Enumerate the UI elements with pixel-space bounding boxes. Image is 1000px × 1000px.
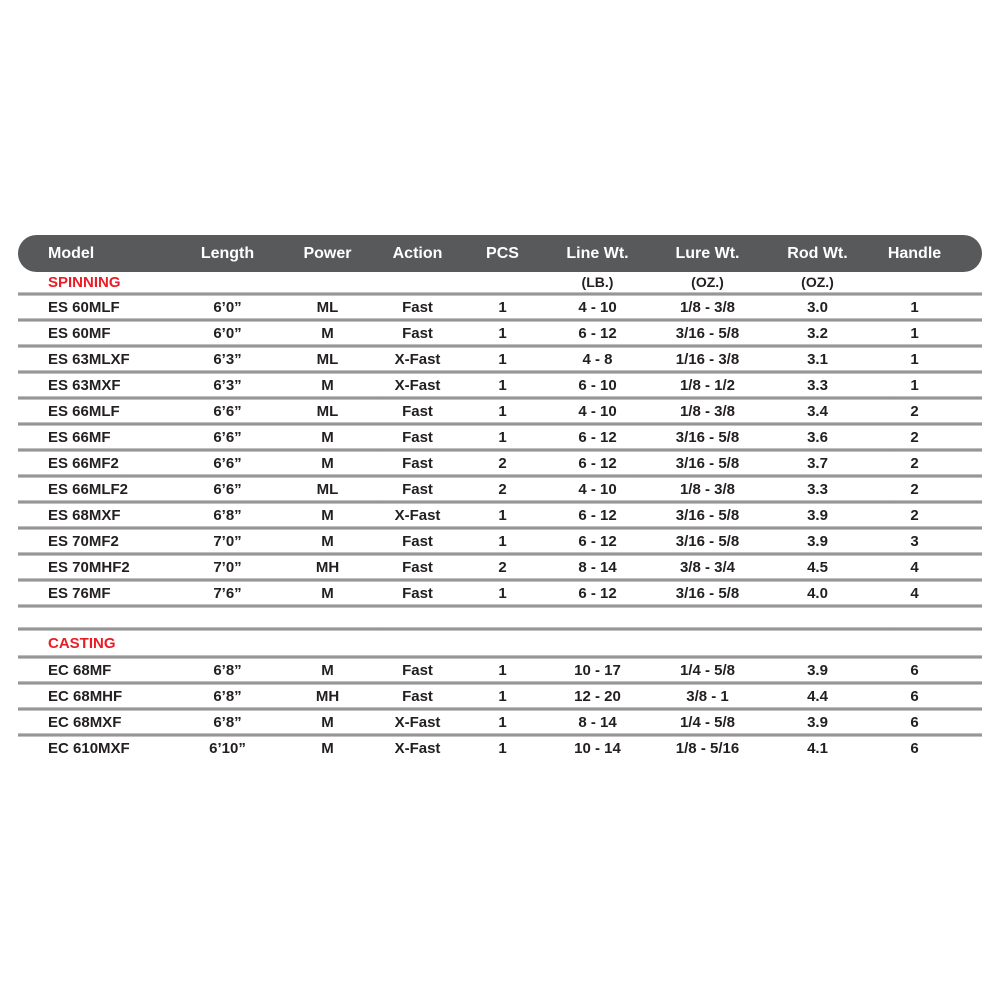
col-header-model: Model [48,244,95,262]
cell-length: 6’0” [213,298,242,316]
cell-line-wt: 6 - 10 [578,376,617,394]
cell-rod-wt: 4.5 [807,558,828,576]
cell-handle: 1 [910,376,919,394]
cell-line-wt: 4 - 10 [578,298,617,316]
cell-action: Fast [402,324,433,342]
cell-lure-wt: 3/16 - 5/8 [675,506,740,524]
cell-model: ES 68MXF [48,506,121,524]
cell-power: M [321,713,334,731]
cell-power: M [321,506,334,524]
cell-model: EC 68MXF [48,713,122,731]
cell-handle: 6 [910,739,919,757]
cell-rod-wt: 3.9 [807,661,828,679]
cell-handle: 6 [910,713,919,731]
unit-rod-wt: (OZ.) [801,274,834,290]
cell-lure-wt: 3/16 - 5/8 [675,532,740,550]
cell-action: X-Fast [394,506,441,524]
cell-lure-wt: 1/16 - 3/8 [675,350,740,368]
cell-handle: 6 [910,687,919,705]
cell-lure-wt: 1/8 - 3/8 [679,298,736,316]
cell-rod-wt: 4.0 [807,584,828,602]
cell-pcs: 1 [498,324,507,342]
cell-pcs: 2 [498,480,507,498]
cell-power: M [321,584,334,602]
unit-lure-wt: (OZ.) [691,274,724,290]
cell-power: M [321,454,334,472]
cell-power: M [321,376,334,394]
cell-model: ES 63MXF [48,376,121,394]
table-row [18,556,982,578]
cell-pcs: 1 [498,661,507,679]
casting-section-row [18,631,982,655]
cell-length: 7’0” [213,558,242,576]
cell-handle: 3 [910,532,919,550]
cell-line-wt: 6 - 12 [578,584,617,602]
cell-lure-wt: 3/16 - 5/8 [675,454,740,472]
cell-handle: 2 [910,506,919,524]
cell-pcs: 1 [498,350,507,368]
cell-length: 6’8” [213,661,242,679]
cell-pcs: 1 [498,506,507,524]
cell-model: ES 66MLF2 [48,480,129,498]
col-header-pcs: PCS [486,244,519,262]
spinning-units-row [18,272,982,292]
cell-lure-wt: 1/4 - 5/8 [679,661,736,679]
cell-line-wt: 6 - 12 [578,324,617,342]
cell-line-wt: 4 - 10 [578,480,617,498]
cell-power: M [321,661,334,679]
cell-pcs: 1 [498,532,507,550]
cell-pcs: 1 [498,298,507,316]
cell-length: 6’6” [213,428,242,446]
cell-length: 6’0” [213,324,242,342]
cell-lure-wt: 1/4 - 5/8 [679,713,736,731]
cell-rod-wt: 4.1 [807,739,828,757]
cell-rod-wt: 3.9 [807,532,828,550]
cell-model: ES 60MF [48,324,111,342]
cell-power: M [321,532,334,550]
unit-line-wt: (LB.) [581,274,614,290]
cell-rod-wt: 3.3 [807,376,828,394]
cell-line-wt: 6 - 12 [578,454,617,472]
cell-power: M [321,324,334,342]
cell-model: ES 66MLF [48,402,120,420]
table-row [18,374,982,396]
table-row [18,711,982,733]
cell-power: M [321,739,334,757]
col-header-lure-wt: Lure Wt. [675,244,740,262]
cell-model: ES 60MLF [48,298,120,316]
cell-rod-wt: 3.9 [807,506,828,524]
cell-line-wt: 8 - 14 [578,558,617,576]
col-header-power: Power [303,244,352,262]
cell-rod-wt: 3.4 [807,402,828,420]
cell-pcs: 2 [498,558,507,576]
cell-line-wt: 4 - 8 [582,350,613,368]
col-header-length: Length [200,244,255,262]
cell-line-wt: 6 - 12 [578,428,617,446]
cell-action: Fast [402,584,433,602]
cell-action: Fast [402,402,433,420]
cell-action: X-Fast [394,739,441,757]
cell-length: 7’6” [213,584,242,602]
cell-lure-wt: 3/16 - 5/8 [675,584,740,602]
cell-power: MH [315,558,340,576]
cell-line-wt: 10 - 17 [574,661,621,679]
cell-action: Fast [402,532,433,550]
col-header-handle: Handle [887,244,942,262]
cell-handle: 2 [910,480,919,498]
cell-length: 6’8” [213,506,242,524]
cell-pcs: 1 [498,584,507,602]
cell-length: 6’6” [213,454,242,472]
cell-length: 7’0” [213,532,242,550]
cell-length: 6’8” [213,713,242,731]
cell-pcs: 2 [498,454,507,472]
cell-line-wt: 4 - 10 [578,402,617,420]
cell-handle: 4 [910,558,919,576]
table-header-bar [18,235,982,272]
cell-lure-wt: 1/8 - 3/8 [679,402,736,420]
cell-action: Fast [402,480,433,498]
table-row [18,685,982,707]
cell-handle: 4 [910,584,919,602]
cell-handle: 1 [910,298,919,316]
cell-lure-wt: 3/8 - 1 [686,687,729,705]
cell-power: ML [316,480,339,498]
cell-action: X-Fast [394,713,441,731]
cell-length: 6’10” [209,739,246,757]
cell-model: ES 70MF2 [48,532,119,550]
cell-power: ML [316,298,339,316]
col-header-rod-wt: Rod Wt. [787,244,848,262]
table-row [18,348,982,370]
table-row [18,659,982,681]
cell-power: ML [316,402,339,420]
cell-pcs: 1 [498,739,507,757]
cell-length: 6’6” [213,480,242,498]
table-row [18,478,982,500]
cell-rod-wt: 3.0 [807,298,828,316]
cell-handle: 1 [910,350,919,368]
cell-model: ES 66MF2 [48,454,119,472]
cell-rod-wt: 3.3 [807,480,828,498]
cell-lure-wt: 1/8 - 1/2 [679,376,736,394]
cell-model: ES 70MHF2 [48,558,130,576]
cell-length: 6’6” [213,402,242,420]
cell-action: Fast [402,298,433,316]
cell-rod-wt: 3.6 [807,428,828,446]
cell-rod-wt: 3.2 [807,324,828,342]
table-row [18,322,982,344]
cell-model: EC 68MHF [48,687,123,705]
table-row [18,737,982,759]
cell-rod-wt: 3.9 [807,713,828,731]
cell-action: Fast [402,558,433,576]
cell-model: ES 76MF [48,584,111,602]
table-row [18,530,982,552]
rod-spec-table [18,235,982,759]
cell-rod-wt: 3.7 [807,454,828,472]
cell-length: 6’3” [213,350,242,368]
table-row [18,452,982,474]
cell-handle: 6 [910,661,919,679]
cell-lure-wt: 3/8 - 3/4 [679,558,736,576]
cell-model: ES 63MLXF [48,350,130,368]
cell-power: MH [315,687,340,705]
section-label-casting: CASTING [48,634,116,652]
cell-handle: 2 [910,454,919,472]
cell-handle: 2 [910,428,919,446]
cell-pcs: 1 [498,713,507,731]
table-row [18,400,982,422]
cell-line-wt: 10 - 14 [574,739,621,757]
cell-power: M [321,428,334,446]
cell-model: ES 66MF [48,428,111,446]
col-header-line-wt: Line Wt. [566,244,629,262]
col-header-action: Action [392,244,443,262]
cell-pcs: 1 [498,402,507,420]
cell-action: X-Fast [394,376,441,394]
section-gap [18,608,982,627]
cell-rod-wt: 3.1 [807,350,828,368]
cell-lure-wt: 1/8 - 5/16 [675,739,740,757]
cell-rod-wt: 4.4 [807,687,828,705]
cell-line-wt: 6 - 12 [578,506,617,524]
cell-action: Fast [402,454,433,472]
table-row [18,504,982,526]
table-row [18,582,982,604]
cell-pcs: 1 [498,376,507,394]
cell-lure-wt: 3/16 - 5/8 [675,428,740,446]
cell-action: Fast [402,428,433,446]
cell-lure-wt: 3/16 - 5/8 [675,324,740,342]
cell-lure-wt: 1/8 - 3/8 [679,480,736,498]
cell-handle: 1 [910,324,919,342]
cell-model: EC 68MF [48,661,112,679]
cell-line-wt: 8 - 14 [578,713,617,731]
cell-power: ML [316,350,339,368]
cell-length: 6’3” [213,376,242,394]
section-label-spinning: SPINNING [48,273,121,291]
cell-line-wt: 6 - 12 [578,532,617,550]
cell-pcs: 1 [498,428,507,446]
cell-pcs: 1 [498,687,507,705]
cell-action: Fast [402,661,433,679]
cell-action: X-Fast [394,350,441,368]
table-row [18,426,982,448]
table-row [18,296,982,318]
cell-model: EC 610MXF [48,739,130,757]
cell-line-wt: 12 - 20 [574,687,621,705]
cell-handle: 2 [910,402,919,420]
cell-action: Fast [402,687,433,705]
cell-length: 6’8” [213,687,242,705]
